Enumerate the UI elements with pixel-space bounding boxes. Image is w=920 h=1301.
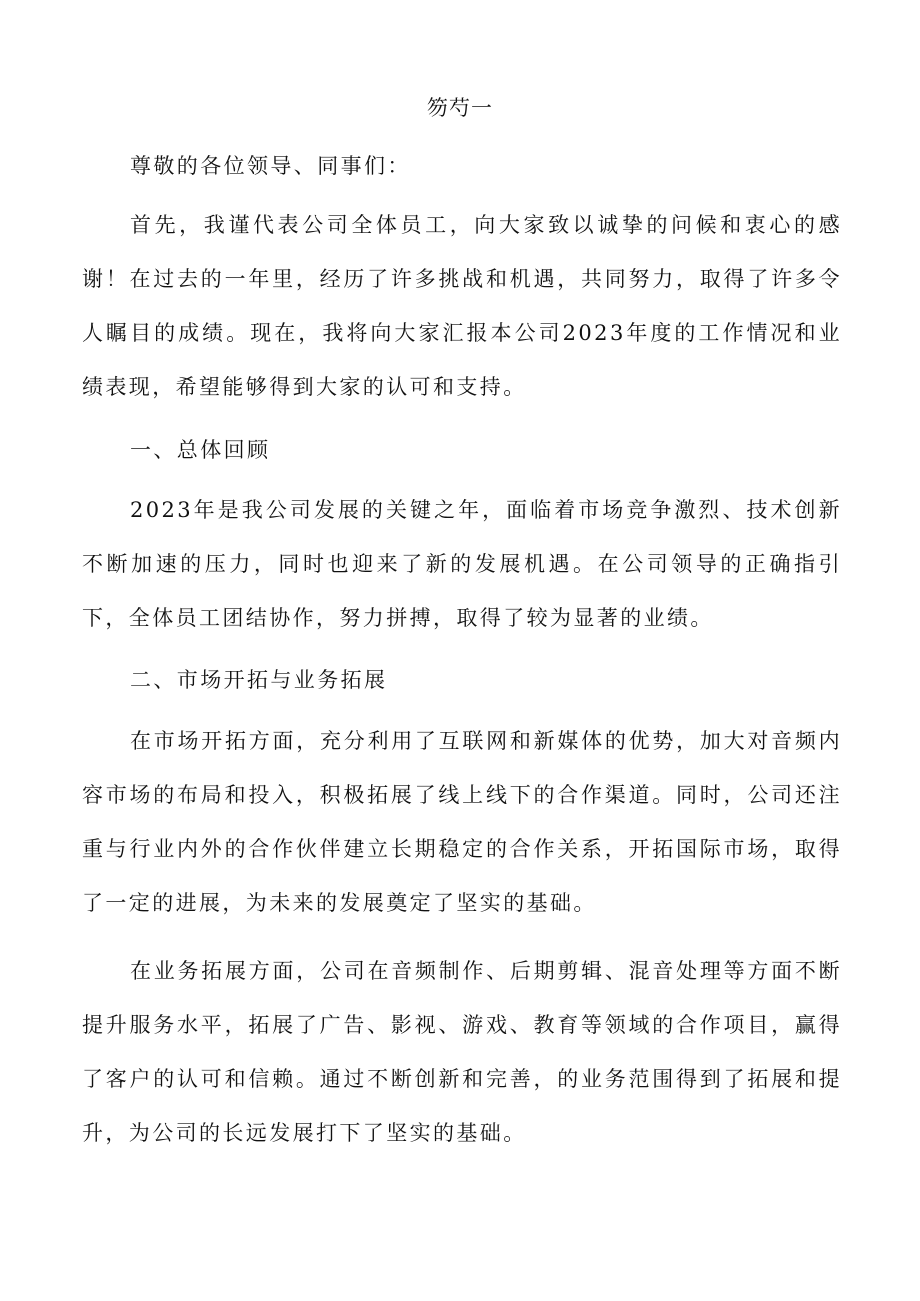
document-title: 笏芍一 (427, 96, 493, 120)
overview-paragraph: 2023年是我公司发展的关键之年，面临着市场竞争激烈、技术创新不断加速的压力，同时也迎来了新的发展机遇。在公司领导的正确指引下，全体员工团结协作，努力拼搏，取得了较为显著的业绩。 (82, 498, 842, 630)
business-paragraph: 在业务拓展方面，公司在音频制作、后期剪辑、混音处理等方面不断提升服务水平，拓展了广告、影视、游戏、教育等领域的合作项目，赢得了客户的认可和信赖。通过不断创新和完善，的业务范围得到了拓展和提升，为公司的长远发展打下了坚实的基础。 (82, 959, 842, 1145)
section-heading-overview: 一、总体回顾 (130, 438, 271, 462)
intro-paragraph: 首先，我谨代表公司全体员工，向大家致以诚挚的问候和衷心的感谢！在过去的一年里，经历了许多挑战和机遇，共同努力，取得了许多令人瞩目的成绩。现在，我将向大家汇报本公司2023年度的工作情况和业绩表现，希望能够得到大家的认可和支持。 (82, 213, 842, 399)
section-heading-market: 二、市场开拓与业务拓展 (130, 668, 388, 692)
salutation: 尊敬的各位领导、同事们： (130, 154, 411, 178)
market-paragraph: 在市场开拓方面，充分利用了互联网和新媒体的优势，加大对音频内容市场的布局和投入，积极拓展了线上线下的合作渠道。同时，公司还注重与行业内外的合作伙伴建立长期稳定的合作关系，开拓国际市场，取得了一定的进展，为未来的发展奠定了坚实的基础。 (82, 729, 842, 915)
